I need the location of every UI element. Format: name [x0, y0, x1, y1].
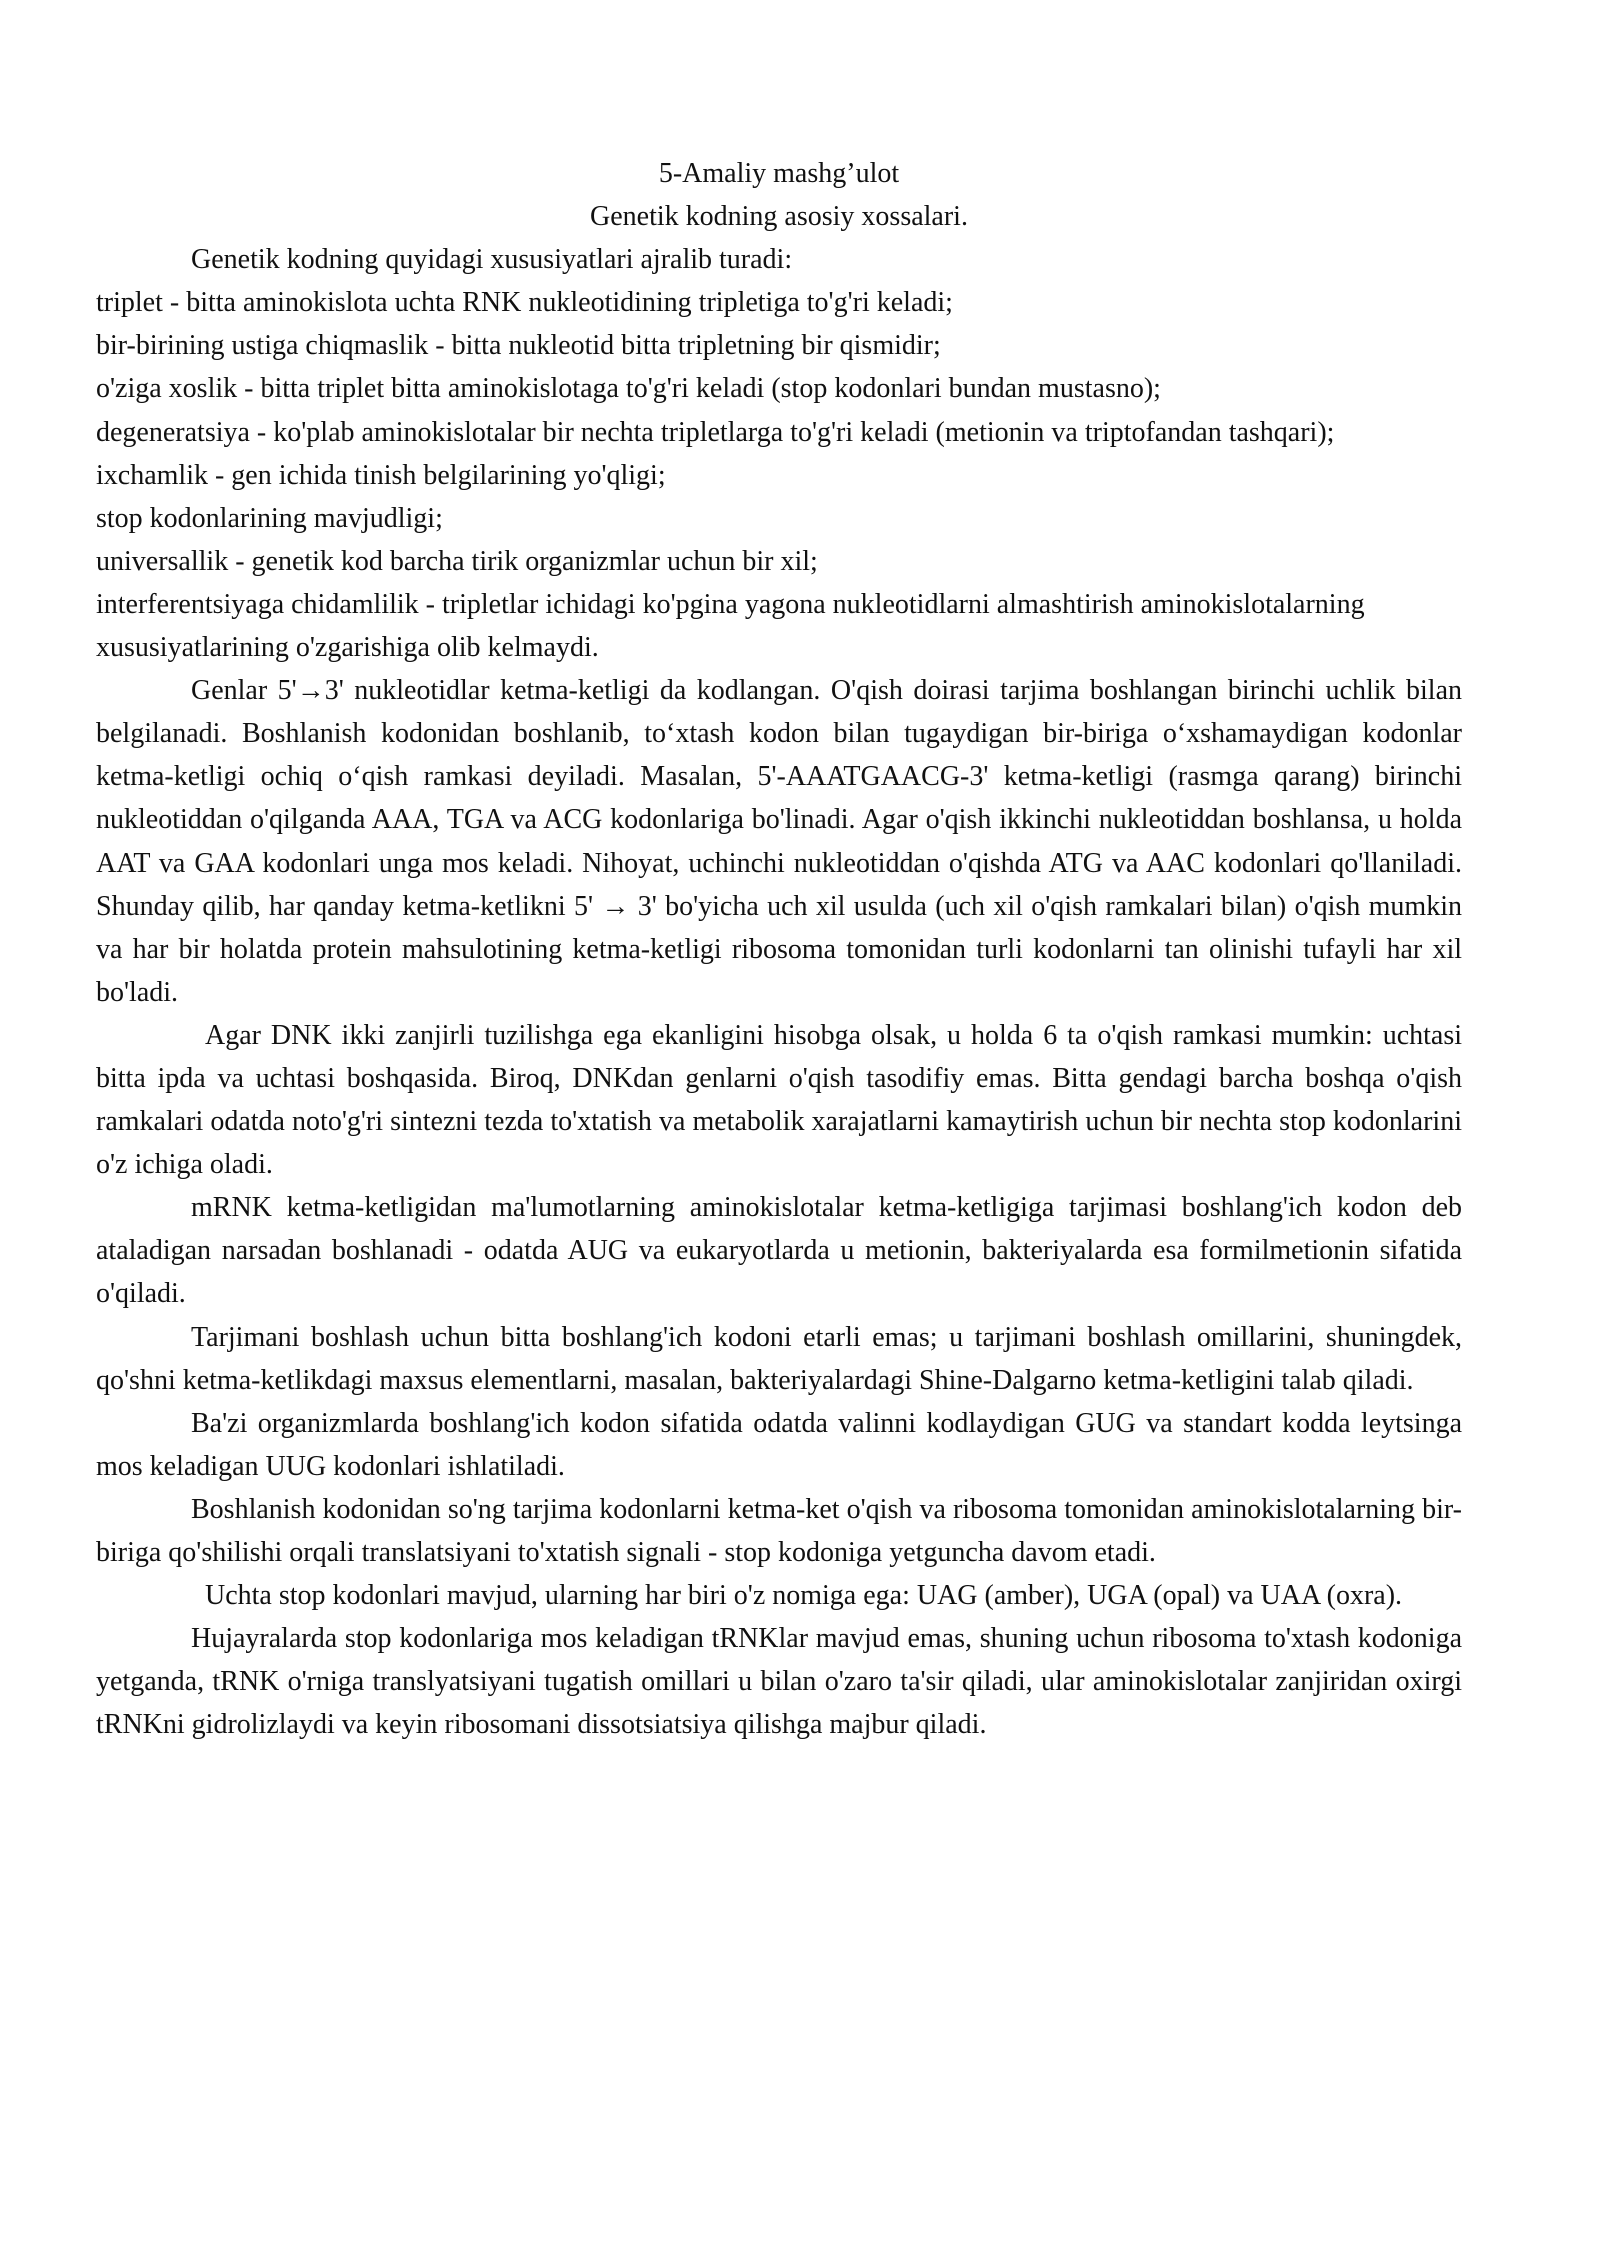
paragraph-start-codon: mRNK ketma-ketligidan ma'lumotlarning aminokislotalar ketma-ketligiga tarjimasi boshlang'ich kodon deb ataladigan narsadan boshlanadi - odatda AUG va eukaryotlarda u metionin, bakteriyalarda esa formilmetionin sifatida o'qiladi.	[96, 1192, 1462, 1310]
property-item-non-overlapping: bir-birining ustiga chiqmaslik - bitta nukleotid bitta tripletning bir qismidir;	[96, 330, 941, 362]
paragraph-elongation: Boshlanish kodonidan so'ng tarjima kodonlarni ketma-ket o'qish va ribosoma tomonidan aminokislotalarning bir-biriga qo'shilishi orqali translatsiyani to'xtatish signali - stop kodoniga yetguncha davom etadi.	[96, 1493, 1462, 1568]
property-item-noise-immunity: interferentsiyaga chidamlilik - tripletlar ichidagi ko'pgina yagona nukleotidlarni almashtirish aminokislotalarning xususiyatlarining o'zgarishiga olib kelmaydi.	[96, 588, 1365, 664]
property-item-stop-codons: stop kodonlarining mavjudligi;	[96, 502, 443, 534]
property-item-triplet: triplet - bitta aminokislota uchta RNK nukleotidining tripletiga to'g'ri keladi;	[96, 287, 953, 319]
property-item-specificity: o'ziga xoslik - bitta triplet bitta aminokislotaga to'g'ri keladi (stop kodonlari bundan mustasno);	[96, 373, 1161, 405]
property-item-compactness: ixchamlik - gen ichida tinish belgilarining yo'qligi;	[96, 459, 666, 491]
intro-line: Genetik kodning quyidagi xususiyatlari ajralib turadi:	[191, 244, 793, 276]
property-item-degeneracy: degeneratsiya - ko'plab aminokislotalar bir nechta tripletlarga to'g'ri keladi (metionin va triptofandan tashqari);	[96, 416, 1335, 448]
page-subtitle: Genetik kodning asosiy xossalari.	[590, 201, 968, 233]
paragraph-alternative-start: Ba'zi organizmlarda boshlang'ich kodon sifatida odatda valinni kodlaydigan GUG va standart kodda leytsinga mos keladigan UUG kodonlari ishlatiladi.	[96, 1407, 1462, 1482]
paragraph-dna-six-frames: Agar DNK ikki zanjirli tuzilishga ega ekanligini hisobga olsak, u holda 6 ta o'qish ramkasi mumkin: uchtasi bitta ipda va uchtasi boshqasida. Biroq, DNKdan genlarni o'qish tasodifiy emas. Bitta gendagi barcha boshqa o'qish ramkalari odatda noto'g'ri sintezni tezda to'xtatish va metabolik xarajatlarni kamaytirish uchun bir nechta stop kodonlarini o'z ichiga oladi.	[96, 1019, 1462, 1181]
page-title: 5-Amaliy mashg’ulot	[658, 158, 900, 189]
property-item-universality: universallik - genetik kod barcha tirik organizmlar uchun bir xil;	[96, 545, 818, 577]
paragraph-reading-frames: Genlar 5'→3' nukleotidlar ketma-ketligi da kodlangan. O'qish doirasi tarjima boshlangan birinchi uchlik bilan belgilanadi. Boshlanish kodonidan boshlanib, to‘xtash kodon bilan tugaydigan bir-biriga o‘xshamaydigan kodonlar ketma-ketligi ochiq o‘qish ramkasi deyiladi. Masalan, 5'-AAATGAACG-3' ketma-ketligi (rasmga qarang) birinchi nukleotiddan o'qilganda AAA, TGA va ACG kodonlariga bo'linadi. Agar o'qish ikkinchi nukleotiddan boshlansa, u holda AAT va GAA kodonlari unga mos keladi. Nihoyat, uchinchi nukleotiddan o'qishda ATG va AAC kodonlari qo'llaniladi. Shunday qilib, har qanday ketma-ketlikni 5' → 3' bo'yicha uch xil usulda (uch xil o'qish ramkalari bilan) o'qish mumkin va har bir holatda protein mahsulotining ketma-ketligi ribosoma tomonidan turli kodonlarni tan olinishi tufayli har xil bo'ladi.	[96, 675, 1462, 1008]
paragraph-termination: Hujayralarda stop kodonlariga mos keladigan tRNKlar mavjud emas, shuning uchun ribosoma to'xtash kodoniga yetganda, tRNK o'rniga translyatsiyani tugatish omillari u bilan o'zaro ta'sir qiladi, ular aminokislotalar zanjiridan oxirgi tRNKni gidrolizlaydi va keyin ribosomani dissotsiatsiya qilishga majbur qiladi.	[96, 1623, 1462, 1741]
paragraph-stop-codon-names: Uchta stop kodonlari mavjud, ularning har biri o'z nomiga ega: UAG (amber), UGA (opal) va UAA (oxra).	[205, 1580, 1403, 1612]
document-body	[96, 152, 1462, 1746]
paragraph-initiation-factors: Tarjimani boshlash uchun bitta boshlang'ich kodoni etarli emas; u tarjimani boshlash omillarini, shuningdek, qo'shni ketma-ketlikdagi maxsus elementlarni, masalan, bakteriyalardagi Shine-Dalgarno ketma-ketligini talab qiladi.	[96, 1321, 1462, 1396]
